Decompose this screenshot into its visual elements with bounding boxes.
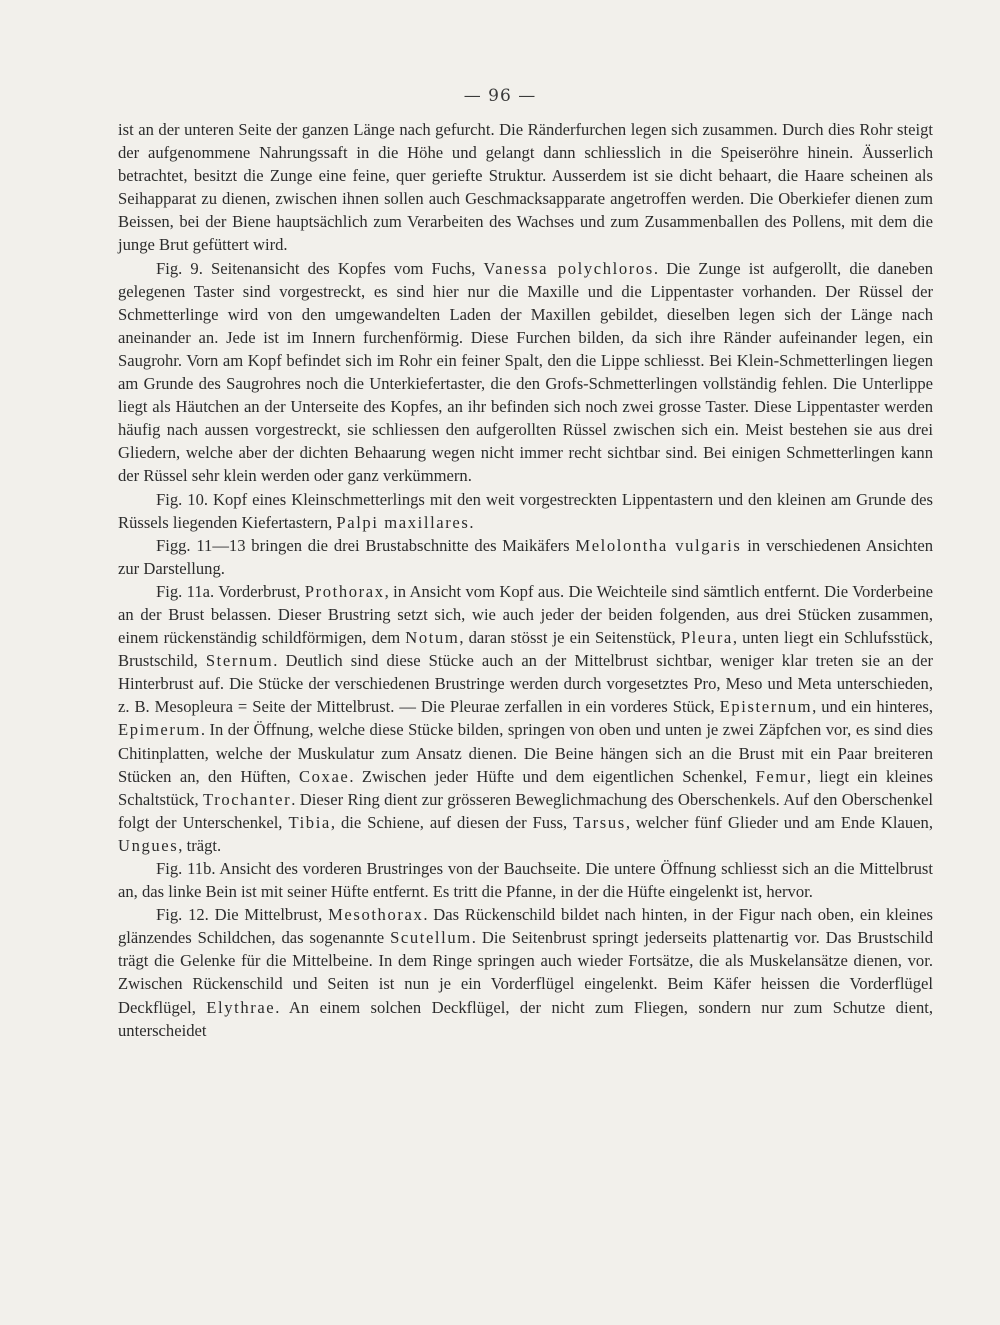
paragraph — [118, 257, 933, 488]
latin-term: Pleura — [680, 628, 733, 648]
text-segment: . In der Öffnung, welche diese Stücke bilden, springen von oben und unten je zwei Zäpfchen vor, es sind dies Chitinplatten, welche der Muskulatur zum Ansatz dienen. Die Beine hängen sich an die Brust mit ein Paar breiteren Stücken an, den Hüften, — [118, 720, 933, 786]
text-segment: . Deutlich sind diese Stücke auch an der Mittelbrust sichtbar, weniger klar treten sie an der Hinterbrust auf. Die Stücke der verschiedenen Brustringe werden durch vorgesetztes Pro, Meso und Meta unterschieden, z. B. Mesopleura = Seite der Mittelbrust. — Die Pleurae zerfallen in ein vorderes Stück, — [118, 651, 933, 717]
text-segment: in verschiedenen Ansichten zur Darstellung. — [118, 535, 933, 578]
paragraph — [118, 580, 933, 857]
text-segment: Fig. 10. Kopf eines Kleinschmetterlings mit den weit vorgestreckten Lippentastern und den kleinen am Grunde des Rüssels liegenden Kiefertastern, — [118, 489, 933, 532]
latin-term: Vanessa polychloros — [483, 258, 654, 278]
text-segment: , welcher fünf Glieder und am Ende Klauen, — [625, 812, 933, 832]
text-segment: , daran stösst je ein Seitenstück, — [459, 628, 681, 648]
paragraph — [118, 488, 933, 534]
text-segment: Fig. 9. Seitenansicht des Kopfes vom Fuchs, — [156, 258, 484, 278]
latin-term: Trochanter — [203, 789, 292, 809]
latin-term: Notum — [405, 628, 460, 648]
text-segment: , unten liegt ein Schlufsstück, Brustschild, — [118, 628, 933, 671]
body-text — [118, 118, 933, 1042]
latin-term: Elythrae — [206, 997, 276, 1017]
latin-term: Coxae — [298, 766, 350, 786]
text-segment: , die Schiene, auf diesen der Fuss, — [330, 812, 574, 832]
page-number: — 96 — — [463, 86, 537, 106]
text-segment: Figg. 11—13 bringen die drei Brustabschnitte des Maikäfers — [156, 535, 576, 555]
text-segment: Fig. 11b. Ansicht des vorderen Brustringes von der Bauchseite. Die untere Öffnung schliesst sich an die Mittelbrust an, das linke Bein ist mit seiner Hüfte entfernt. Es tritt die Pfanne, in der die Hüfte eingelenkt ist, hervor. — [118, 859, 933, 902]
text-segment: , und ein hinteres, — [812, 697, 933, 717]
latin-term: Sternum — [205, 651, 274, 671]
text-segment: , trägt. — [178, 835, 222, 855]
text-segment: . Dieser Ring dient zur grösseren Beweglichmachung des Oberschenkels. Auf den Oberschenkel folgt der Unterschenkel, — [118, 789, 933, 832]
latin-term: Scutellum — [390, 928, 472, 948]
latin-term: Melolontha vulgaris — [575, 535, 742, 555]
text-segment: ist an der unteren Seite der ganzen Länge nach gefurcht. Die Ränderfurchen legen sich zusammen. Durch dies Rohr steigt der aufgenommene Nahrungssaft in die Höhe und gelangt dann schliesslich in die Speiseröhre hinein. Äusserlich betrachtet, besitzt die Zunge eine feine, quer geriefte Struktur. Ausserdem ist sie dicht behaart, die Haare scheinen als Seihapparat zu dienen, zwischen ihnen sollen auch Geschmacksapparate angetroffen werden. Die Oberkiefer dienen zum Beissen, bei der Biene hauptsächlich zum Verarbeiten des Wachses und zum Zusammenballen des Pollens, mit dem die junge Brut gefüttert wird. — [118, 120, 933, 255]
latin-term: Prothorax — [304, 581, 385, 601]
paragraph — [118, 534, 933, 580]
text-segment: . Die Zunge ist aufgerollt, die daneben gelegenen Taster sind vorgestreckt, es sind hier nur die Maxille und die Lippentaster vorhanden. Der Rüssel der Schmetterlinge wird von den umgewandelten Laden der Maxillen gebildet, dieselben legen sich der Länge nach aneinander an. Jede ist im Innern furchenförmig. Diese Furchen bilden, da sich ihre Ränder aufeinander legen, ein Saugrohr. Vorn am Kopf befindet sich im Rohr ein feiner Spalt, den die Lippe schliesst. Bei Klein-Schmetterlingen liegen am Grunde des Saugrohres noch die Unterkiefertaster, die den Grofs-Schmetterlingen vollständig fehlen. Die Unterlippe liegt als Häutchen an der Unterseite des Kopfes, an ihr befinden sich noch zwei grosse Taster. Diese Lippentaster werden häufig nach aussen vorgestreckt, sie schliessen den aufgerollten Rüssel zwischen sich ein. Meist bestehen sie aus drei Gliedern, welche aber der dichten Behaarung wegen nicht immer recht sichtbar sind. Bei einigen Schmetterlingen kann der Rüssel sehr klein werden oder ganz verkümmern. — [118, 258, 934, 486]
latin-term: Palpi maxillares — [336, 512, 470, 532]
text-segment: . An einem solchen Deckflügel, der nicht zum Fliegen, sondern nur zum Schutze dient, unterscheidet — [118, 997, 933, 1040]
latin-term: Mesothorax — [328, 905, 424, 925]
paragraph — [118, 118, 933, 257]
latin-term: Femur — [755, 766, 807, 786]
text-segment: . Zwischen jeder Hüfte und dem eigentlichen Schenkel, — [349, 766, 756, 786]
latin-term: Tibia — [288, 812, 331, 832]
latin-term: Tarsus — [573, 812, 626, 832]
text-segment: , in Ansicht vom Kopf aus. Die Weichteile sind sämtlich entfernt. Die Vorderbeine an der Brust belassen. Dieser Brustring setzt sich, wie auch jeder der beiden folgenden, aus drei Stücken zusammen, einem rückenständig schildförmigen, dem — [118, 581, 933, 648]
text-segment: . — [469, 512, 474, 532]
latin-term: Epimerum — [118, 720, 201, 740]
paragraph — [118, 903, 933, 1042]
latin-term: Episternum — [719, 697, 813, 717]
text-segment: Fig. 12. Die Mittelbrust, — [156, 905, 329, 925]
text-segment: . Die Seitenbrust springt jederseits plattenartig vor. Das Brustschild trägt die Gelenke für die Mittelbeine. In dem Ringe springen auch wieder Fortsätze, die als Muskelansätze dienen, vor. Zwischen Rückenschild und Seiten ist nun je ein Vorderflügel eingelenkt. Beim Käfer heissen die Vorderflügel Deckflügel, — [118, 928, 933, 1017]
paragraph — [118, 857, 933, 903]
text-segment: Fig. 11a. Vorderbrust, — [156, 581, 305, 601]
text-segment: , liegt ein kleines Schaltstück, — [118, 766, 933, 809]
latin-term: Ungues — [118, 835, 179, 855]
text-segment: . Das Rückenschild bildet nach hinten, in der Figur nach oben, ein kleines glänzendes Schildchen, das sogenannte — [118, 905, 933, 948]
